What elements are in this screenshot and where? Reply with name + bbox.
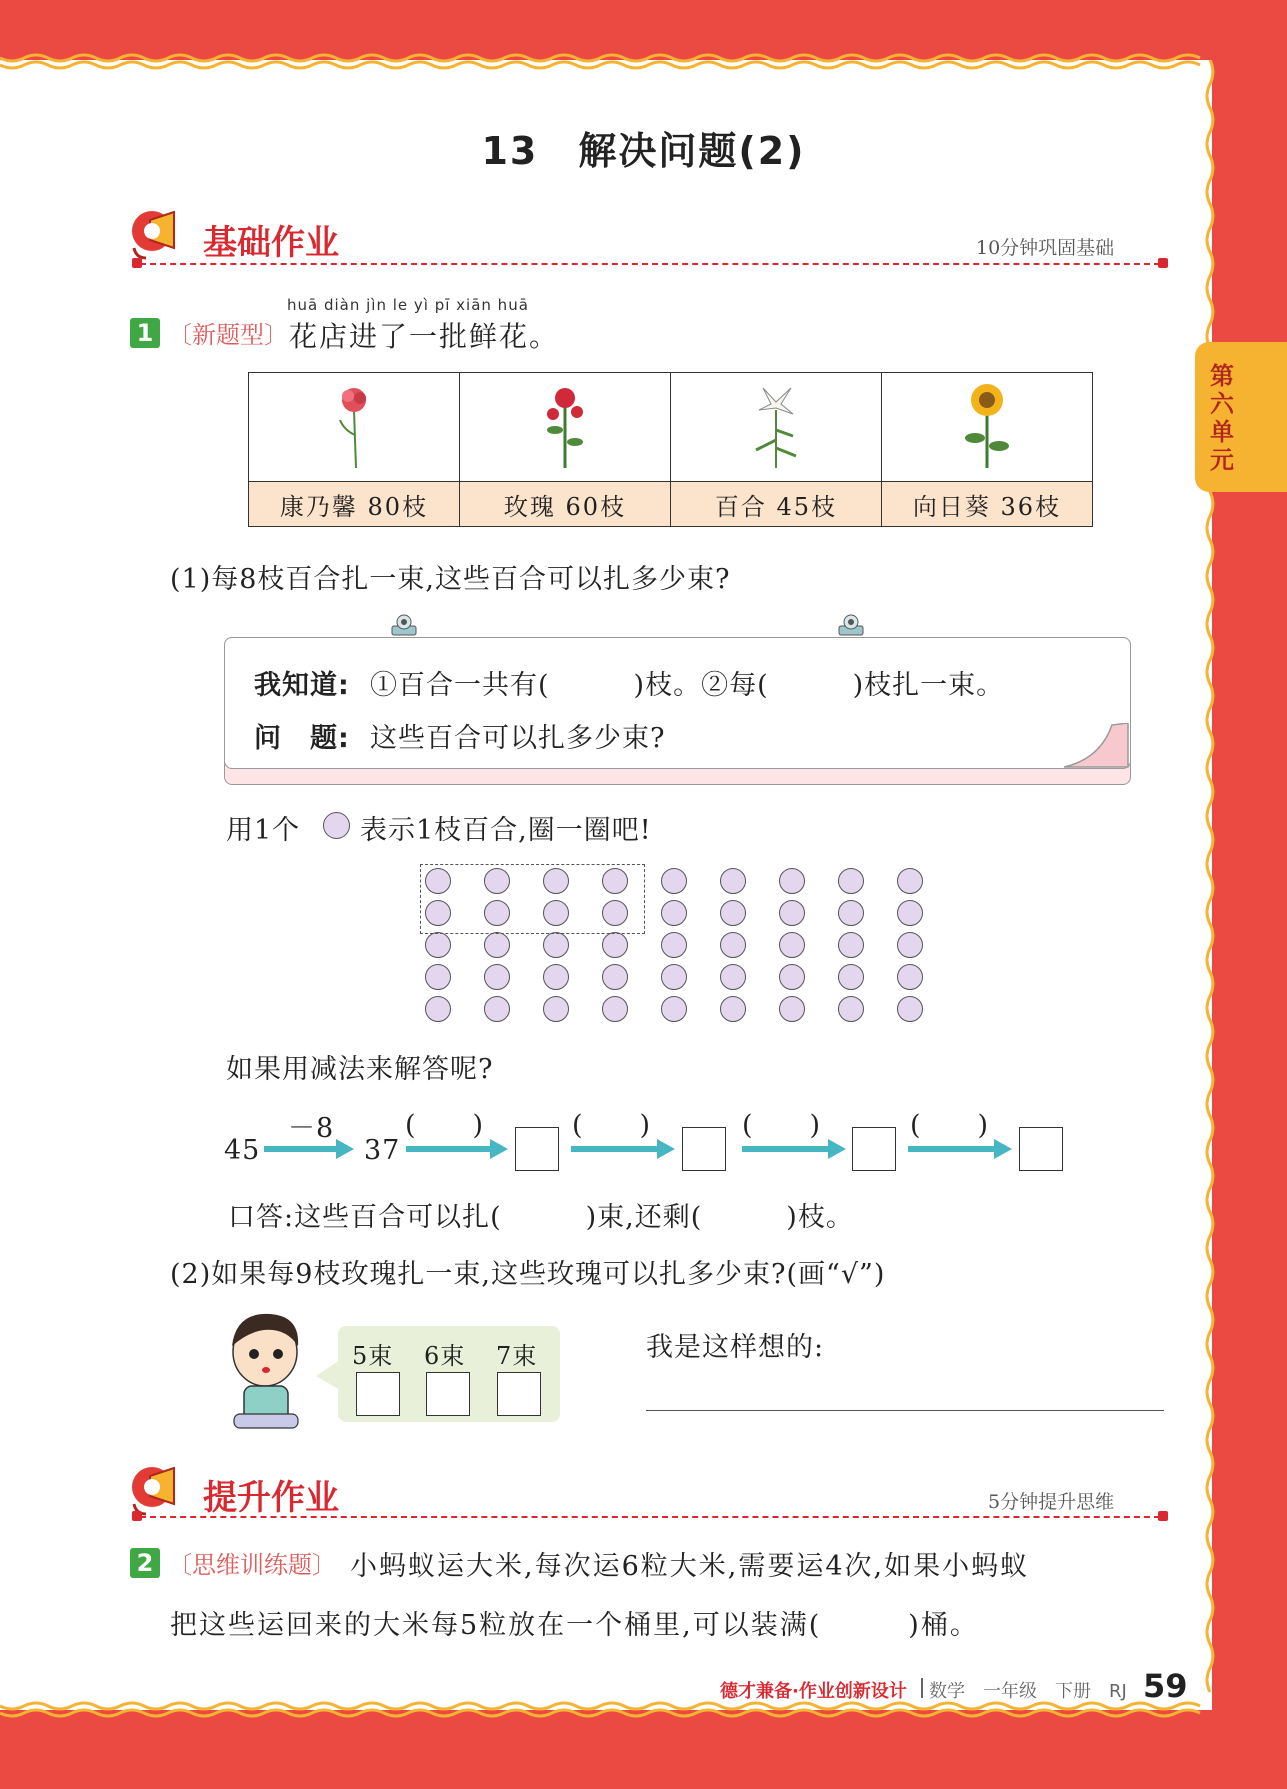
problem-text: 这些百合可以扎多少束?	[370, 723, 666, 754]
subtraction-question: 如果用减法来解答呢?	[226, 1054, 494, 1085]
flower-cell	[882, 373, 1093, 482]
sub-question-1: (1)每8枝百合扎一束,这些百合可以扎多少束?	[170, 564, 731, 595]
chain-blank-paren[interactable]: ( )	[572, 1110, 652, 1141]
lily-dot[interactable]	[897, 932, 923, 958]
chain-blank-paren[interactable]: ( )	[405, 1110, 485, 1141]
flower-cell	[460, 373, 671, 482]
footer-separator	[921, 1678, 923, 1698]
lily-dot[interactable]	[779, 932, 805, 958]
section-advanced-subtitle: 5分钟提升思维	[988, 1491, 1115, 1513]
chain-arrow-head	[490, 1139, 508, 1159]
chain-answer-box[interactable]	[852, 1127, 896, 1171]
divider-cap	[1158, 1511, 1168, 1521]
question-tag: 〔思维训练题〕	[168, 1551, 336, 1579]
lily-dot[interactable]	[425, 996, 451, 1022]
think-label: 我是这样想的:	[646, 1332, 825, 1363]
note-card	[224, 637, 1131, 769]
lily-dot[interactable]	[838, 900, 864, 926]
lily-dot[interactable]	[779, 900, 805, 926]
lily-dot[interactable]	[661, 932, 687, 958]
child-character-icon	[220, 1306, 310, 1430]
lily-dot[interactable]	[661, 964, 687, 990]
flower-table	[248, 372, 1093, 527]
flower-label: 康乃馨 80枝	[249, 482, 460, 527]
know-label: 我知道:	[254, 670, 350, 701]
lily-dot[interactable]	[897, 900, 923, 926]
megaphone-icon	[130, 206, 186, 260]
question-2-line-2: 把这些运回来的大米每5粒放在一个桶里,可以装满( )桶。	[170, 1610, 979, 1641]
sub-question-2: (2)如果每9枝玫瑰扎一束,这些玫瑰可以扎多少束?(画“√”)	[170, 1259, 886, 1290]
chain-start: 45	[224, 1135, 261, 1166]
bottom-wave-border	[0, 1700, 1212, 1720]
question-number: 1	[130, 318, 160, 348]
option-label: 5束	[352, 1342, 394, 1370]
lily-icon	[741, 380, 811, 470]
chain-arrow-head	[828, 1139, 846, 1159]
megaphone-icon	[130, 1462, 186, 1516]
lily-dot[interactable]	[838, 868, 864, 894]
page-title: 13 解决问题(2)	[481, 129, 806, 173]
option-label: 7束	[496, 1342, 538, 1370]
oral-answer: 口答:这些百合可以扎( )束,还剩( )枝。	[228, 1202, 854, 1233]
flower-cell	[671, 373, 882, 482]
section-divider	[140, 263, 1160, 265]
chain-blank-paren[interactable]: ( )	[910, 1110, 990, 1141]
chain-minus-label: －8	[288, 1113, 335, 1144]
section-advanced-title: 提升作业	[203, 1478, 339, 1518]
chain-answer-box[interactable]	[515, 1127, 559, 1171]
lily-dot[interactable]	[779, 964, 805, 990]
carnation-icon	[324, 380, 384, 470]
know-text: ①百合一共有( )枝。②每( )枝扎一束。	[370, 670, 1005, 701]
flower-cell	[249, 373, 460, 482]
right-wave-border	[1200, 60, 1220, 1710]
chain-arrow-head	[994, 1139, 1012, 1159]
lily-dot[interactable]	[543, 964, 569, 990]
lily-dot[interactable]	[602, 996, 628, 1022]
lily-dot[interactable]	[838, 964, 864, 990]
divider-cap	[1158, 258, 1168, 268]
lily-dot[interactable]	[779, 868, 805, 894]
lily-dot[interactable]	[602, 964, 628, 990]
circle-instruction-a: 用1个	[226, 815, 301, 846]
lily-dot[interactable]	[425, 932, 451, 958]
lily-dot[interactable]	[779, 996, 805, 1022]
question-2-line-1: 小蚂蚁运大米,每次运6粒大米,需要运4次,如果小蚂蚁	[350, 1551, 1030, 1582]
chain-arrow	[908, 1146, 996, 1152]
option-checkbox-5[interactable]	[356, 1372, 400, 1416]
footer-series: 德才兼备·作业创新设计	[720, 1681, 907, 1702]
lily-dot[interactable]	[484, 964, 510, 990]
chain-arrow	[571, 1146, 659, 1152]
circle-instruction-b: 表示1枝百合,圈一圈吧!	[360, 815, 652, 846]
lily-dot[interactable]	[602, 932, 628, 958]
chain-arrow	[264, 1146, 338, 1152]
section-divider	[140, 1516, 1160, 1518]
top-wave-border	[0, 52, 1212, 72]
binder-clip-icon	[837, 614, 865, 636]
flower-label: 玫瑰 60枝	[460, 482, 671, 527]
lily-dot[interactable]	[720, 868, 746, 894]
lily-dot[interactable]	[897, 964, 923, 990]
example-group-box	[420, 864, 645, 934]
lily-dot[interactable]	[484, 996, 510, 1022]
binder-clip-icon	[390, 614, 418, 636]
option-checkbox-6[interactable]	[426, 1372, 470, 1416]
lily-dot[interactable]	[720, 964, 746, 990]
rose-icon	[535, 380, 595, 470]
question-tag: 〔新题型〕	[168, 321, 288, 349]
lily-dot[interactable]	[720, 900, 746, 926]
flower-label: 向日葵 36枝	[882, 482, 1093, 527]
lily-dot[interactable]	[543, 932, 569, 958]
chain-answer-box[interactable]	[1019, 1127, 1063, 1171]
speech-tail	[316, 1360, 340, 1390]
lily-dot[interactable]	[661, 868, 687, 894]
lily-dot[interactable]	[838, 996, 864, 1022]
flower-label: 百合 45枝	[671, 482, 882, 527]
lily-dot[interactable]	[661, 900, 687, 926]
option-checkbox-7[interactable]	[497, 1372, 541, 1416]
lily-dot[interactable]	[720, 932, 746, 958]
page-curl-icon	[1060, 723, 1130, 769]
chain-arrow-head	[657, 1139, 675, 1159]
lily-dot[interactable]	[897, 868, 923, 894]
question-text: 花店进了一批鲜花。	[289, 320, 560, 353]
section-basic-title: 基础作业	[203, 223, 339, 263]
chain-arrow-head	[336, 1139, 354, 1159]
problem-label: 问 题:	[254, 723, 350, 754]
unit-tab-label: 第六单元	[1210, 362, 1234, 474]
lily-dot[interactable]	[720, 996, 746, 1022]
section-basic-subtitle: 10分钟巩固基础	[976, 237, 1115, 259]
sunflower-icon	[957, 380, 1017, 470]
question-number: 2	[130, 1548, 160, 1578]
lily-dot[interactable]	[838, 932, 864, 958]
lily-dot[interactable]	[484, 932, 510, 958]
lily-dot[interactable]	[897, 996, 923, 1022]
chain-second: 37	[364, 1135, 401, 1166]
chain-answer-box[interactable]	[682, 1127, 726, 1171]
lily-dot[interactable]	[661, 996, 687, 1022]
pinyin-line: huā diàn jìn le yì pī xiān huā	[287, 296, 529, 314]
circle-legend-icon	[323, 812, 350, 839]
option-label: 6束	[424, 1342, 466, 1370]
lily-dot[interactable]	[543, 996, 569, 1022]
chain-arrow	[742, 1146, 830, 1152]
chain-arrow	[406, 1146, 492, 1152]
footer-info: 数学 一年级 下册 RJ	[929, 1681, 1127, 1702]
lily-dot[interactable]	[425, 964, 451, 990]
chain-blank-paren[interactable]: ( )	[742, 1110, 822, 1141]
think-answer-line[interactable]	[646, 1410, 1164, 1411]
page-number: 59	[1143, 1667, 1188, 1705]
